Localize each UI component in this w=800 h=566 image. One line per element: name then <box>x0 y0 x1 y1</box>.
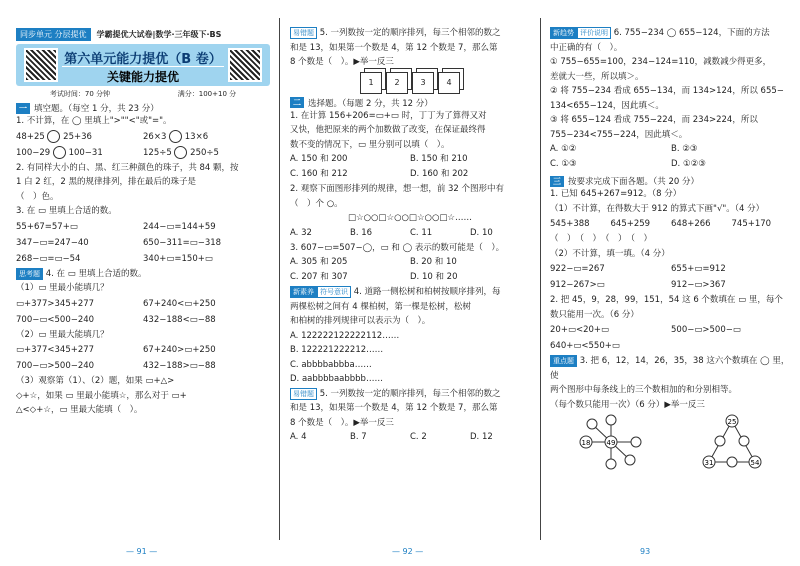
question-tag: 易错题 <box>290 27 317 39</box>
question-line <box>290 285 530 300</box>
expr: ▭+377>345+277 <box>16 298 95 309</box>
question-text: 4. 道路一侧松树和柏树按顺序排列，每 <box>353 287 501 297</box>
question-text: 8 个数是（ ）。▶举一反三 <box>290 57 394 67</box>
expr: 250÷5 <box>190 147 219 158</box>
option[interactable]: A. 305 和 205 <box>290 257 348 267</box>
question-text: 134<655−124，因此填＜。 <box>550 100 664 111</box>
cube-figure <box>290 72 530 94</box>
exam-score: 满分：100+10 分 <box>177 90 237 98</box>
expr: 648+266 <box>671 219 711 229</box>
option[interactable]: B. 150 和 210 <box>410 154 468 164</box>
section-title: 选择题。（每题 2 分，共 12 分） <box>308 98 433 109</box>
question-text: 1. 在计算 156+206=▭+▭ 时，丁丁为了算得又对 <box>290 110 487 121</box>
question-line <box>550 354 792 383</box>
compare-row <box>16 129 270 145</box>
expr: 347−▭=247−40 <box>16 237 89 248</box>
question-text: 两个图形中每条线上的三个数相加的和分别相等。 <box>550 385 738 395</box>
expr: 100−31 <box>68 147 103 158</box>
options <box>290 430 530 445</box>
page-number: — 91 — <box>126 547 158 556</box>
question-text: 4. 在 ▭ 里填上合适的数。 <box>45 268 147 279</box>
expr: 55+67=57+▭ <box>16 221 78 232</box>
option[interactable]: D. 10 和 20 <box>410 272 458 282</box>
expr: 655+▭=912 <box>671 264 726 274</box>
question-text: （3）观察第（1）、（2）题，如果 ▭+△> <box>16 376 175 386</box>
expr: 67+240>▭+250 <box>143 345 216 355</box>
question-text: 和柏树的排列规律可以表示为（ ）。 <box>290 316 431 326</box>
exam-meta <box>16 89 270 99</box>
question-tag: 新素养 <box>290 286 317 298</box>
options <box>290 226 530 241</box>
section-heading <box>550 175 792 187</box>
option[interactable]: B. 20 和 10 <box>410 257 457 267</box>
question-line <box>550 26 792 41</box>
qr-code-icon <box>24 48 58 82</box>
expr: 700−▭>500−240 <box>16 361 95 371</box>
unit-tag: 同步单元 分层提优 <box>16 28 91 41</box>
page-title: 第六单元能力提优（B 卷） <box>64 52 222 67</box>
question-text: 2. 观察下面图形排列的规律，想一想，前 32 个图形中有 <box>290 184 505 194</box>
question-text: 2. 有同样大小的白、黑、红三种颜色的珠子，共 84 颗，按 <box>16 162 239 173</box>
fill-row <box>550 261 792 277</box>
page-number: — 92 — <box>392 547 424 556</box>
answer-parens[interactable]: （ ） （ ） （ ） （ ） <box>550 234 653 244</box>
header-bar <box>16 26 270 42</box>
question-text: 1. 不计算，在 ◯ 里填上">""<"或"="。 <box>16 116 172 126</box>
question-text: 1. 已知 645+267=912。（8 分） <box>550 189 682 199</box>
question-text: （1）不计算，在得数大于 912 的算式下画"√"。（4 分） <box>550 203 765 214</box>
option[interactable]: A. 32 <box>290 227 312 238</box>
number-figures <box>550 414 792 470</box>
question-text: （2）▭ 里最大能填几？ <box>16 329 109 340</box>
question-text: 和是 13，如果第一个数是 4，第 12 个数是 7，那么第 <box>290 42 498 53</box>
option[interactable]: B. ②③ <box>671 144 698 154</box>
cube: 1 <box>360 72 382 94</box>
option[interactable]: B. 7 <box>350 432 367 442</box>
question-text: 又快，他把原来的两个加数做了改变，在保证最终得 <box>290 125 486 135</box>
fill-row <box>16 358 270 374</box>
question-text: 数只能用一次。（6 分） <box>550 309 639 320</box>
option[interactable]: C. ①③ <box>550 159 577 169</box>
question-text: 5. 一列数按一定的顺序排列，每三个相邻的数之 <box>319 28 501 38</box>
expr: 922−▭=267 <box>550 264 605 274</box>
question-text: 3. 在 ▭ 里填上合适的数。 <box>16 206 117 216</box>
column-left <box>0 0 276 566</box>
question-tag: 符号意识 <box>317 286 351 298</box>
column-right <box>542 0 800 566</box>
expr: 912−267>▭ <box>550 280 605 290</box>
expr: 100−29 <box>16 147 51 158</box>
expr: 645+259 <box>610 219 651 229</box>
expr: 500−▭>500−▭ <box>671 325 741 335</box>
fill-row <box>550 322 792 338</box>
section-number: 三 <box>550 176 564 187</box>
question-tag: 重点题 <box>550 355 577 367</box>
question-text: 6. 755−234 ◯ 655−124，下面的方法 <box>613 28 770 38</box>
column-divider <box>279 18 280 540</box>
cube: 4 <box>438 72 460 94</box>
expr: ▭+377<345+277 <box>16 345 95 355</box>
expr: 640+▭<550+▭ <box>550 341 620 351</box>
question-text: ◇+☆，如果 ▭ 里最小能填☆，那么对于 ▭+ <box>16 390 187 401</box>
expr: 432−188<▭−88 <box>143 314 216 325</box>
fig-number: 49 <box>606 439 615 447</box>
question-text: 1 白 2 红，2 黑的规律排列，排在最后的珠子是 <box>16 177 197 187</box>
question-text: 3. 把 6，12，14，26，35，38 这六个数填在 ◯ 里，使 <box>550 356 790 381</box>
expr: 700−▭<500−240 <box>16 314 95 325</box>
question-text: ② 将 755−234 看成 655−134，而 134>124，所以 655− <box>550 86 784 96</box>
question-text: ① 755−655=100，234−124=110，减数减少得更多， <box>550 57 772 67</box>
expr: 20+▭<20+▭ <box>550 325 610 335</box>
options <box>550 142 792 172</box>
section-title: 按要求完成下面各题。（共 20 分） <box>568 177 699 187</box>
option[interactable]: A. 4 <box>290 432 307 442</box>
options <box>290 255 530 285</box>
option[interactable]: B. 122221222212…… <box>290 345 384 355</box>
column-divider <box>540 18 541 540</box>
option[interactable]: D. 160 和 202 <box>410 169 469 179</box>
answer-circle[interactable] <box>53 146 66 159</box>
option[interactable]: D. ①②③ <box>671 159 706 169</box>
fill-row <box>16 296 270 312</box>
question-text: ③ 将 655−124 看成 755−224，而 234>224，所以 <box>550 115 758 125</box>
question-text: 差就大一些，所以填＞。 <box>550 71 644 82</box>
cube: 3 <box>412 72 434 94</box>
question-text: （1）▭ 里最小能填几？ <box>16 283 109 293</box>
question-line <box>16 267 270 282</box>
expr: 340+▭=150+▭ <box>143 253 213 264</box>
question-tag: 评价说明 <box>577 27 611 39</box>
question-line <box>290 387 530 402</box>
option[interactable]: A. ①② <box>550 144 577 154</box>
question-tag: 新趋势 <box>550 27 577 39</box>
exam-time: 考试时间：70 分钟 <box>49 90 111 98</box>
page-subtitle: 关键能力提优 <box>62 66 224 85</box>
section-title: 填空题。（每空 1 分，共 23 分） <box>34 104 159 114</box>
option[interactable]: B. 16 <box>350 227 373 238</box>
expr: 13×6 <box>184 131 209 142</box>
option[interactable]: C. abbbbabbba…… <box>290 359 372 370</box>
question-text: 和是 13，如果第一个数是 4，第 12 个数是 7，那么第 <box>290 403 498 413</box>
fill-row <box>550 338 792 354</box>
fill-row <box>16 235 270 251</box>
question-text: 数不变的情况下，▭ 里分别可以填（ ）。 <box>290 139 450 150</box>
question-text: 8 个数是（ ）。▶举一反三 <box>290 417 394 428</box>
expr: 125÷5 <box>143 147 172 158</box>
fill-row <box>16 251 270 267</box>
answer-circle[interactable] <box>174 146 187 159</box>
question-text: 5. 一列数按一定的顺序排列，每三个相邻的数之 <box>319 388 501 399</box>
section-number: 一 <box>16 103 30 114</box>
triangle-figure <box>697 414 767 470</box>
fill-row <box>16 219 270 235</box>
expr: 650−311=▭−318 <box>143 237 222 248</box>
question-text: 中正确的有（ ）。 <box>550 42 623 53</box>
fill-row <box>16 342 270 358</box>
series-title: 学霸提优大试卷|数学·三年级下·BS <box>96 29 222 39</box>
option[interactable]: C. 2 <box>410 432 427 442</box>
expr: 912−▭>367 <box>671 280 726 290</box>
option[interactable]: A. 150 和 200 <box>290 154 348 164</box>
expr: 432−188>▭−88 <box>143 361 216 371</box>
question-tag: 易错题 <box>290 388 317 400</box>
expr: 545+388 <box>550 219 590 229</box>
qr-code-icon <box>228 48 262 82</box>
expr: 48+25 <box>16 131 45 142</box>
question-text: 两棵松树之间有 4 棵柏树，第一棵是松树，松树 <box>290 301 471 312</box>
option[interactable]: C. 160 和 212 <box>290 169 348 179</box>
section-number: 二 <box>290 97 304 108</box>
fig-number: 31 <box>704 459 713 467</box>
option[interactable]: C. 207 和 307 <box>290 272 348 282</box>
section-heading <box>290 97 530 109</box>
fig-number: 54 <box>750 459 759 467</box>
question-text: 3. 607−▭=507−◯，▭ 和 ◯ 表示的数可能是（ ）。 <box>290 242 505 253</box>
expr: 26×3 <box>143 131 167 142</box>
option[interactable]: C. 11 <box>410 227 433 238</box>
column-middle <box>282 0 538 566</box>
expr: 268−▭=▭−54 <box>16 253 81 264</box>
option[interactable]: D. 12 <box>470 432 493 442</box>
answer-circle[interactable] <box>47 130 60 143</box>
expr-list <box>550 216 792 232</box>
expr: 67+240<▭+250 <box>143 298 216 309</box>
option[interactable]: D. aabbbbaabbbb…… <box>290 374 383 384</box>
expr: 745+170 <box>731 219 772 229</box>
pattern-sequence: □☆○○□☆○○□☆○○□☆…… <box>347 213 473 223</box>
question-text: （ ）个 ○。 <box>290 198 343 209</box>
option[interactable]: D. 10 <box>470 227 493 238</box>
fill-row <box>16 312 270 328</box>
fig-number: 18 <box>581 439 590 447</box>
expr: 244−▭=144+59 <box>143 221 216 232</box>
expr <box>671 338 792 354</box>
compare-row <box>16 145 270 161</box>
fill-row <box>550 277 792 293</box>
fig-number: 25 <box>727 418 736 426</box>
title-banner <box>16 44 270 86</box>
page-number: 93 <box>640 547 651 556</box>
cube: 2 <box>386 72 408 94</box>
question-line <box>290 26 530 41</box>
question-text: 755−234<755−224，因此填＜。 <box>550 129 688 140</box>
section-heading <box>16 102 270 114</box>
options <box>290 152 530 182</box>
question-text: 2. 把 45，9，28，99，151，54 这 6 个数填在 ▭ 里，每个 <box>550 295 783 305</box>
question-text: （2）不计算，填一填。（4 分） <box>550 248 670 259</box>
question-text: （每个数只能用一次）（6 分）▶举一反三 <box>550 399 705 410</box>
question-text: △<◇+☆，▭ 里最大能填（ ）。 <box>16 405 143 415</box>
star-figure <box>576 414 646 470</box>
expr: 25+36 <box>63 131 92 142</box>
answer-circle[interactable] <box>169 130 182 143</box>
question-text: （ ）色。 <box>16 191 59 202</box>
question-tag: 思考题 <box>16 268 43 280</box>
option[interactable]: A. 122222122222112…… <box>290 330 400 341</box>
